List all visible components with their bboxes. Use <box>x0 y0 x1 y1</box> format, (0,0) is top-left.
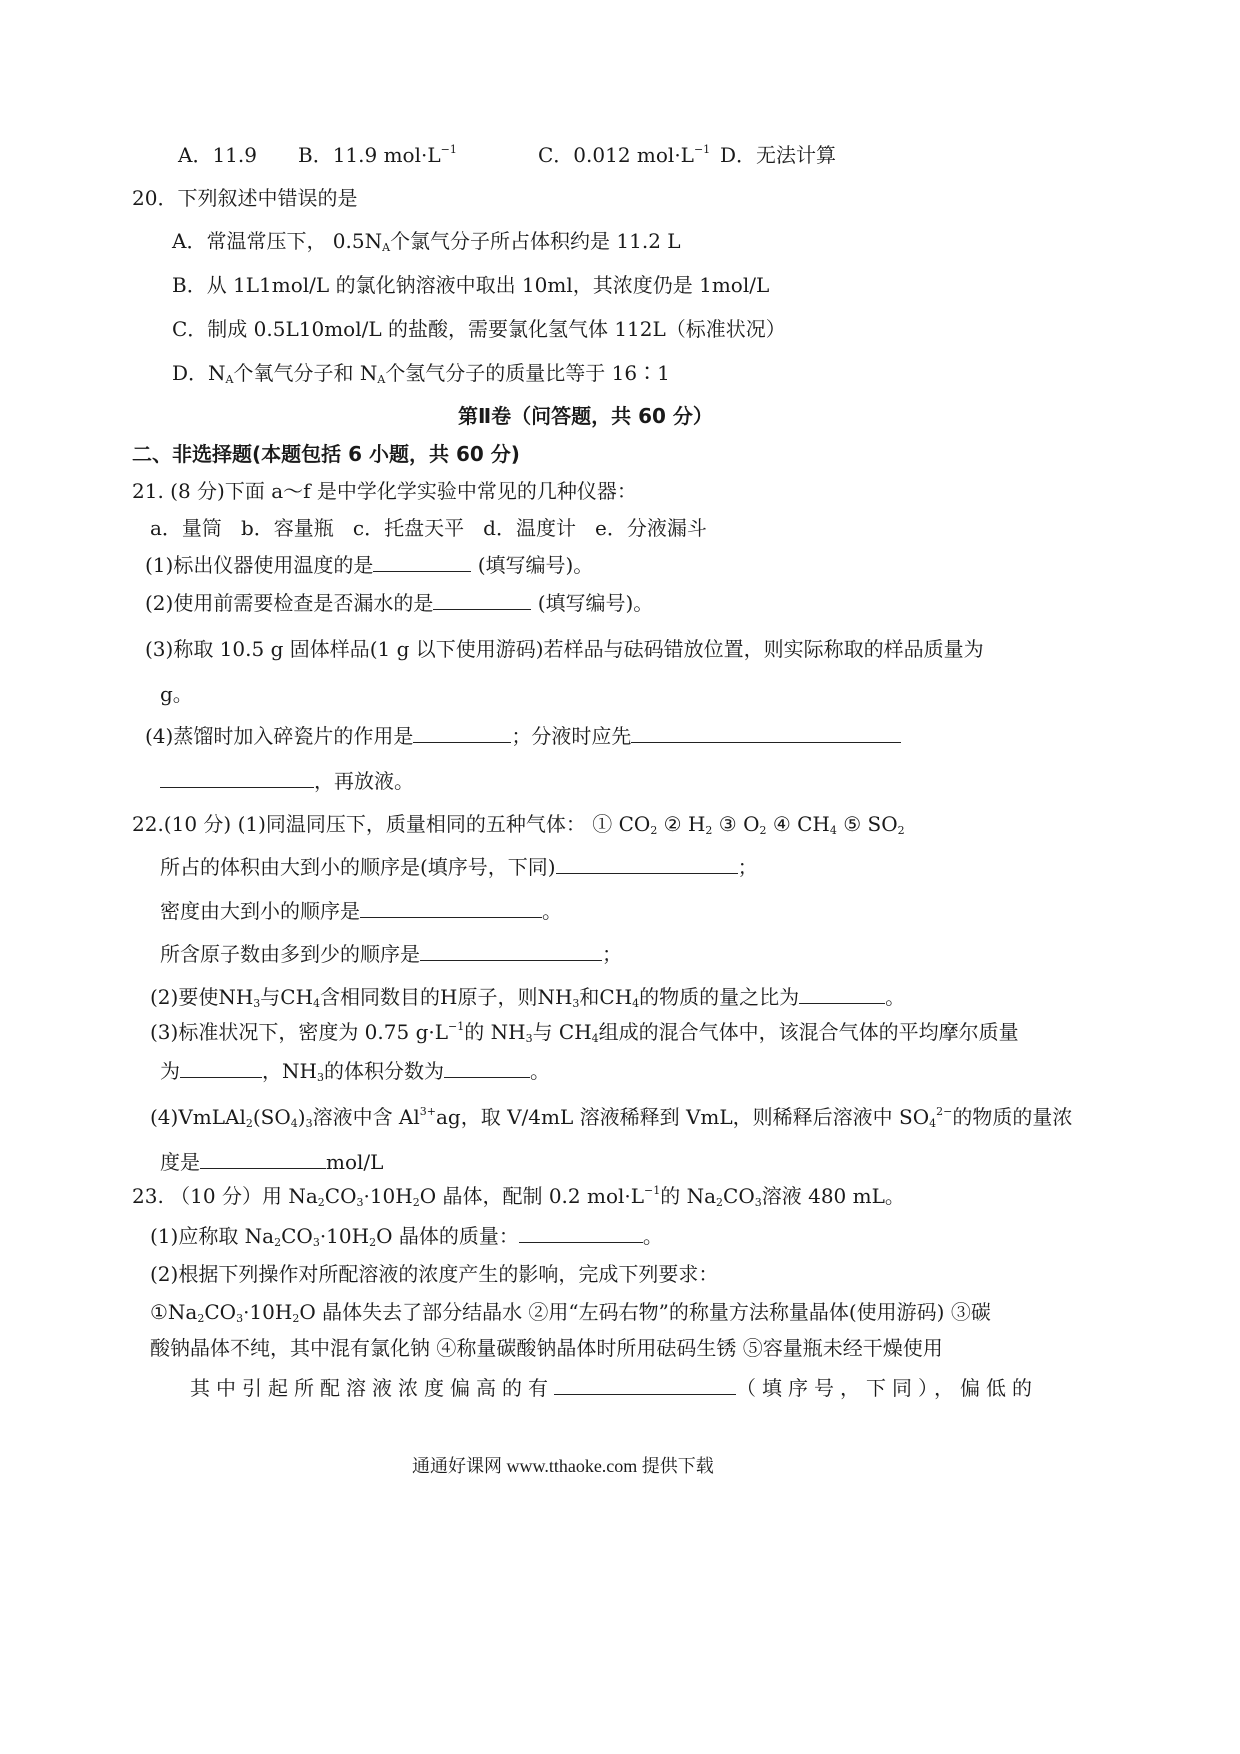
answer-blank[interactable] <box>444 1057 530 1078</box>
q20-stem: 20．下列叙述中错误的是 <box>132 186 358 210</box>
answer-blank[interactable] <box>554 1374 736 1395</box>
q23-ops-line2: 酸钠晶体不纯，其中混有氯化钠 ④称量碳酸钠晶体时所用砝码生锈 ⑤容量瓶未经干燥使用 <box>150 1336 943 1360</box>
answer-blank[interactable] <box>360 897 542 918</box>
q19-option-a: A．11.9 <box>178 143 257 167</box>
q22-line2: 密度由大到小的顺序是 。 <box>160 899 562 923</box>
q20-option-c: C．制成 0.5L10mol/L 的盐酸，需要氯化氢气体 112L（标准状况） <box>172 317 786 341</box>
answer-blank[interactable] <box>413 722 511 743</box>
q23-last-line: 其中引起所配溶液浓度偏高的有 （填序号，下同），偏低的 <box>190 1376 1038 1400</box>
q21-stem: 21. (8 分)下面 a～f 是中学化学实验中常见的几种仪器： <box>132 479 637 503</box>
q22-part4: $(4)VmLAl_2(SO_4)_3$溶液中含 $Al^{3+}ag$，取 V/4mL 溶液稀释到 VmL，则稀释后溶液中 $SO_4^{2-}$的物质的量浓 <box>150 1105 1073 1130</box>
q22-line1: 所占的体积由大到小的顺序是(填序号，下同) ； <box>160 855 758 879</box>
q23-ops-line1: $①Na_2CO_3\cdot 10H_2O$ 晶体失去了部分结晶水 ②用“左码右物”的称量方法称量晶体(使用游码) ③碳 <box>150 1300 991 1325</box>
q22-part2: (2)要使$NH_3$与$CH_4$含相同数目的H原子，则$NH_3$和$CH_4$的物质的量之比为 。 <box>150 985 906 1010</box>
q19-option-d: D．无法计算 <box>720 143 837 167</box>
q20-option-a: A．常温常压下， $0.5N_A$个氯气分子所占体积约是 11.2 L <box>172 229 681 254</box>
answer-blank[interactable] <box>433 589 531 610</box>
q22-part3-cont: 为 ，$NH_3$的体积分数为 。 <box>160 1059 550 1084</box>
answer-blank[interactable] <box>180 1057 262 1078</box>
q21-part4: (4)蒸馏时加入碎瓷片的作用是 ；分液时应先 <box>145 722 901 750</box>
q21-items: a．量筒 b．容量瓶 c．托盘天平 d．温度计 e．分液漏斗 <box>150 516 707 540</box>
answer-blank[interactable] <box>556 853 738 874</box>
section-heading: 二、非选择题(本题包括 6 小题，共 60 分) <box>132 442 520 466</box>
q21-part3: (3)称取 10.5 g 固体样品(1 g 以下使用游码)若样品与砝码错放位置，则实际称取的样品质量为 <box>145 637 984 661</box>
q21-part1: (1)标出仪器使用温度的是 (填写编号)。 <box>145 553 594 577</box>
answer-blank[interactable] <box>420 940 602 961</box>
q23-part2: (2)根据下列操作对所配溶液的浓度产生的影响，完成下列要求： <box>150 1262 719 1286</box>
answer-blank[interactable] <box>519 1222 643 1243</box>
part2-title: 第Ⅱ卷（问答题，共 60 分） <box>458 404 713 428</box>
q21-part2: (2)使用前需要检查是否漏水的是 (填写编号)。 <box>145 591 654 615</box>
q20-option-b: B．从 1L1mol/L 的氯化钠溶液中取出 10ml，其浓度仍是 1mol/L <box>172 273 770 297</box>
q23-part1: (1)应称取 $Na_2CO_3\cdot 10H_2O$ 晶体的质量： 。 <box>150 1224 663 1249</box>
q23-stem: 23. （10 分）用 $Na_2CO_3\cdot 10H_2O$ 晶体，配制 0.2 $mol\cdot L^{-1}$的 $Na_2CO_3$溶液 480 mL。 <box>132 1184 905 1209</box>
q21-part4-cont: ，再放液。 <box>160 767 414 795</box>
answer-blank[interactable] <box>799 983 885 1004</box>
answer-blank[interactable] <box>631 722 901 743</box>
q19-option-b: B．11.9 $mol\cdot L^{-1}$ <box>298 143 457 167</box>
q19-option-c: C．0.012 $mol\cdot L^{-1}$ <box>538 143 711 167</box>
page-footer: 通通好课网 www.tthaoke.com 提供下载 <box>412 1456 714 1476</box>
answer-blank[interactable] <box>200 1148 326 1169</box>
q21-part3-end: g。 <box>160 682 193 706</box>
q22-stem: 22.(10 分) (1)同温同压下，质量相同的五种气体： ① $CO_2$ ② $H_2$ ③ $O_2$ ④ $CH_4$ ⑤ $SO_2$ <box>132 812 905 837</box>
q22-part4-cont: 度是 mol/L <box>160 1150 384 1174</box>
answer-blank[interactable] <box>373 551 471 572</box>
q22-line3: 所含原子数由多到少的顺序是 ； <box>160 942 622 966</box>
answer-blank[interactable] <box>160 767 314 788</box>
q22-part3: (3)标准状况下，密度为 0.75 $g\cdot L^{-1}$的 $NH_3$与 $CH_4$组成的混合气体中，该混合气体的平均摩尔质量 <box>150 1020 1019 1045</box>
q20-option-d: D．$N_A$个氧气分子和 $N_A$个氢气分子的质量比等于 16∶1 <box>172 361 670 386</box>
